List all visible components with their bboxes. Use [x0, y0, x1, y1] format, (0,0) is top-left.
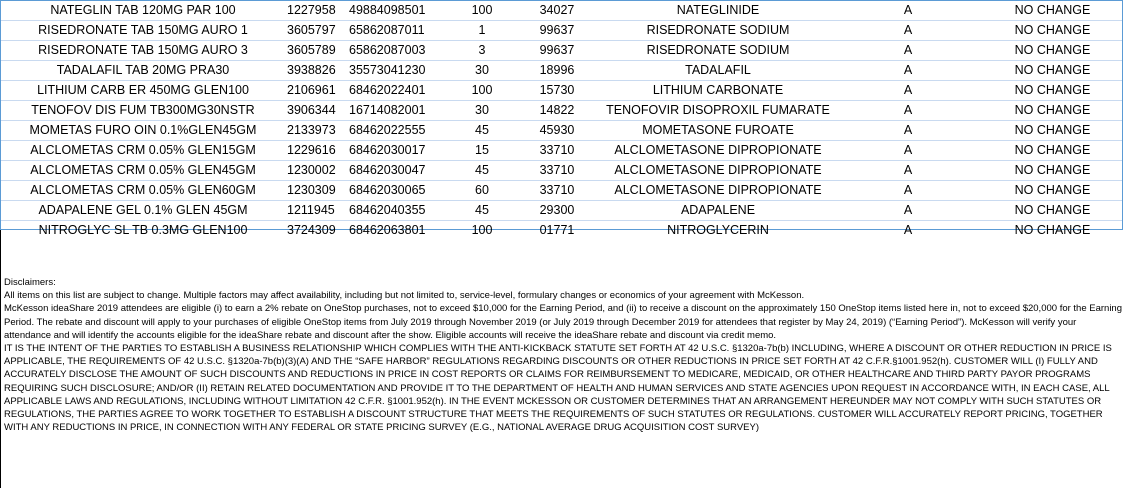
generic-name-cell: LITHIUM CARBONATE: [603, 81, 833, 101]
ndc-cell: 16714082001: [343, 101, 453, 121]
disclaimers-heading: Disclaimers:: [4, 277, 56, 288]
generic-name-cell: NATEGLINIDE: [603, 1, 833, 21]
left-margin-rule: [0, 230, 1, 488]
item-number-cell: 1227958: [285, 1, 343, 21]
item-number-cell: 3724309: [287, 223, 336, 237]
generic-name-cell: ALCLOMETASONE DIPROPIONATE: [603, 161, 833, 181]
product-name-cell: RISEDRONATE TAB 150MG AURO 3: [1, 41, 285, 61]
status-code-cell: A: [833, 41, 983, 61]
product-name-cell: ALCLOMETAS CRM 0.05% GLEN60GM: [1, 181, 285, 201]
generic-name-cell: ALCLOMETASONE DIPROPIONATE: [603, 181, 833, 201]
disclaimer-anti-kickback: IT IS THE INTENT OF THE PARTIES TO ESTABLISH A BUSINESS RELATIONSHIP WHICH COMPLIES WITH THE ANTI-KICKBACK STATUTE SET FORTH AT 42 U.S.C. §1320a-7b(b) INCLUDING, WHERE A DISCOUNT OR OTHER REDUCTION IN PRICE IS APPLICABLE, THE REQUIREMENTS OF 42 U.S.C. §1320a-7b(b)(3)(A) AND THE “SAFE HARBOR” REGULATIONS REGARDING DISCOUNTS OR OTHER REDUCTIONS IN PRICE SET FORTH AT 42 C.F.R.§1001.952(h). CUSTOMER WILL (I) FULLY AND ACCURATELY DISCLOSE THE AMOUNT OF SUCH DISCOUNTS AND REDUCTIONS IN PRICE IN COST REPORTS OR CLAIMS FOR REIMBURSEMENT TO MEDICARE, MEDICAID, OR OTHER HEALTHCARE AND THIRD PARTY PAYOR PROGRAMS REQUIRING SUCH DISCLOSURE; AND/OR (II) RETAIN RELATED DOCUMENTATION AND PROVIDE IT TO THE DEPARTMENT OF HEALTH AND HUMAN SERVICES AND STATE AGENCIES UPON REQUEST IN ACCORDANCE WITH, IN EACH CASE, ALL APPLICABLE LAWS AND REGULATIONS, INCLUDING WITHOUT LIMITATION 42 C.F.R. §1001.952(h). IN THE EVENT MCKESSON OR CUSTOMER DETERMINES THAT AN ARRANGEMENT HEREUNDER MAY NOT COMPLY WITH SUCH STATUTES OR REGULATIONS, THE PARTIES AGREE TO WORK TOGETHER TO ESTABLISH A DISCOUNT STRUCTURE THAT MEETS THE REQUIREMENTS OF SUCH STATUTES OR REGULATIONS. CUSTOMER WILL ACCURATELY REPORT PRICING, TOGETHER WITH ANY REDUCTIONS IN PRICE, IN CONNECTION WITH ANY FEDERAL OR STATE PRICING SURVEY (E.G., NATIONAL AVERAGE DRUG ACQUISITION COST SURVEY): [4, 343, 1112, 434]
pack-quantity-cell: 100: [471, 223, 493, 237]
product-name-cell: NATEGLIN TAB 120MG PAR 100: [1, 1, 285, 21]
ndc-cell: 68462040355: [343, 201, 453, 221]
pack-quantity-cell: 45: [453, 201, 511, 221]
gcn-cell: 14822: [511, 101, 603, 121]
item-number-cell: 2106961: [285, 81, 343, 101]
generic-name-cell: RISEDRONATE SODIUM: [603, 41, 833, 61]
change-status-cell: NO CHANGE: [983, 101, 1122, 121]
gcn-cell: 15730: [511, 81, 603, 101]
status-code-cell: A: [833, 101, 983, 121]
table-row: [1, 161, 1122, 181]
item-number-cell: 3906344: [285, 101, 343, 121]
ndc-cell: 65862087011: [343, 21, 453, 41]
table-row: [1, 61, 1122, 81]
gcn-cell: 33710: [511, 141, 603, 161]
gcn-cell: 34027: [511, 1, 603, 21]
product-name-cell: NITROGLYC SL TB 0.3MG GLEN100: [38, 223, 248, 237]
ndc-cell: 68462030065: [343, 181, 453, 201]
disclaimers-section: [4, 276, 1122, 434]
item-number-cell: 1229616: [285, 141, 343, 161]
status-code-cell: A: [833, 181, 983, 201]
product-name-cell: RISEDRONATE TAB 150MG AURO 1: [1, 21, 285, 41]
product-table-body: [1, 1, 1122, 240]
status-code-cell: A: [833, 161, 983, 181]
gcn-cell: 45930: [511, 121, 603, 141]
product-table: [1, 1, 1122, 240]
table-row: [1, 221, 1122, 241]
ndc-cell: 49884098501: [343, 1, 453, 21]
pack-quantity-cell: 1: [453, 21, 511, 41]
gcn-cell: 01771: [539, 223, 575, 237]
status-code-cell: A: [833, 81, 983, 101]
gcn-cell: 33710: [511, 161, 603, 181]
status-code-cell: A: [833, 201, 983, 221]
table-row: [1, 21, 1122, 41]
table-row: [1, 41, 1122, 61]
gcn-cell: 18996: [511, 61, 603, 81]
ndc-cell: 35573041230: [343, 61, 453, 81]
generic-name-cell: TENOFOVIR DISOPROXIL FUMARATE: [603, 101, 833, 121]
change-status-cell: NO CHANGE: [983, 81, 1122, 101]
status-code-cell: A: [833, 21, 983, 41]
change-status-cell: NO CHANGE: [983, 121, 1122, 141]
item-number-cell: 1230002: [285, 161, 343, 181]
pack-quantity-cell: 30: [453, 61, 511, 81]
pack-quantity-cell: 100: [453, 81, 511, 101]
product-name-cell: TENOFOV DIS FUM TB300MG30NSTR: [1, 101, 285, 121]
pack-quantity-cell: 45: [453, 161, 511, 181]
pack-quantity-cell: 45: [453, 121, 511, 141]
change-status-cell: NO CHANGE: [983, 181, 1122, 201]
generic-name-cell: NITROGLYCERIN: [667, 223, 769, 237]
product-name-cell: LITHIUM CARB ER 450MG GLEN100: [1, 81, 285, 101]
item-number-cell: 3605789: [285, 41, 343, 61]
generic-name-cell: ALCLOMETASONE DIPROPIONATE: [603, 141, 833, 161]
pack-quantity-cell: 3: [453, 41, 511, 61]
disclaimer-ideashare-rebate: McKesson ideaShare 2019 attendees are eligible (i) to earn a 2% rebate on OneStop purchases, not to exceed $10,000 for the Earning Period, and (ii) to receive a discount on the approximately 150 OneStop items listed here in, not to exceed $20,000 for the Earning Period. The rebate and discount will apply to your purchases of eligible OneStop items from July 2019 through November 2019 (or July 2019 through December 2019 for attendees that register by May 24, 2019) (“Earning Period”). McKesson will verify your attendance and will identify the accounts eligible for the ideaShare rebate and discount after the show. Eligible accounts will receive the ideaShare rebate and discount via credit memo.: [4, 303, 1123, 341]
change-status-cell: NO CHANGE: [983, 141, 1122, 161]
item-number-cell: 3605797: [285, 21, 343, 41]
table-row: [1, 101, 1122, 121]
generic-name-cell: ADAPALENE: [603, 201, 833, 221]
gcn-cell: 99637: [511, 41, 603, 61]
generic-name-cell: RISEDRONATE SODIUM: [603, 21, 833, 41]
change-status-cell: NO CHANGE: [983, 161, 1122, 181]
product-name-cell: MOMETAS FURO OIN 0.1%GLEN45GM: [1, 121, 285, 141]
table-row: [1, 1, 1122, 21]
item-number-cell: 1230309: [285, 181, 343, 201]
pack-quantity-cell: 60: [453, 181, 511, 201]
status-code-cell: A: [833, 121, 983, 141]
generic-name-cell: TADALAFIL: [603, 61, 833, 81]
ndc-cell: 68462030047: [343, 161, 453, 181]
status-code-cell: A: [903, 223, 913, 237]
table-row: [1, 81, 1122, 101]
change-status-cell: NO CHANGE: [983, 41, 1122, 61]
pack-quantity-cell: 30: [453, 101, 511, 121]
ndc-cell: 68462022401: [343, 81, 453, 101]
change-status-cell: NO CHANGE: [983, 1, 1122, 21]
table-row: [1, 181, 1122, 201]
pack-quantity-cell: 15: [453, 141, 511, 161]
change-status-cell: NO CHANGE: [983, 201, 1122, 221]
product-name-cell: TADALAFIL TAB 20MG PRA30: [1, 61, 285, 81]
item-number-cell: 1211945: [285, 201, 343, 221]
change-status-cell: NO CHANGE: [1014, 223, 1091, 237]
change-status-cell: NO CHANGE: [983, 21, 1122, 41]
gcn-cell: 99637: [511, 21, 603, 41]
ndc-cell: 68462022555: [343, 121, 453, 141]
change-status-cell: NO CHANGE: [983, 61, 1122, 81]
status-code-cell: A: [833, 61, 983, 81]
ndc-cell: 68462063801: [349, 223, 426, 237]
product-name-cell: ALCLOMETAS CRM 0.05% GLEN45GM: [1, 161, 285, 181]
table-row: [1, 121, 1122, 141]
product-name-cell: ADAPALENE GEL 0.1% GLEN 45GM: [1, 201, 285, 221]
ndc-cell: 65862087003: [343, 41, 453, 61]
gcn-cell: 33710: [511, 181, 603, 201]
table-row: [1, 141, 1122, 161]
pack-quantity-cell: 100: [453, 1, 511, 21]
generic-name-cell: MOMETASONE FUROATE: [603, 121, 833, 141]
ndc-cell: 68462030017: [343, 141, 453, 161]
gcn-cell: 29300: [511, 201, 603, 221]
disclaimer-availability: All items on this list are subject to change. Multiple factors may affect availability, including but not limited to, service-level, formulary changes or economics of your agreement with McKesson.: [4, 290, 805, 302]
status-code-cell: A: [833, 141, 983, 161]
status-code-cell: A: [833, 1, 983, 21]
item-number-cell: 3938826: [285, 61, 343, 81]
product-table-frame: [0, 0, 1123, 237]
table-row: [1, 201, 1122, 221]
item-number-cell: 2133973: [285, 121, 343, 141]
product-name-cell: ALCLOMETAS CRM 0.05% GLEN15GM: [1, 141, 285, 161]
